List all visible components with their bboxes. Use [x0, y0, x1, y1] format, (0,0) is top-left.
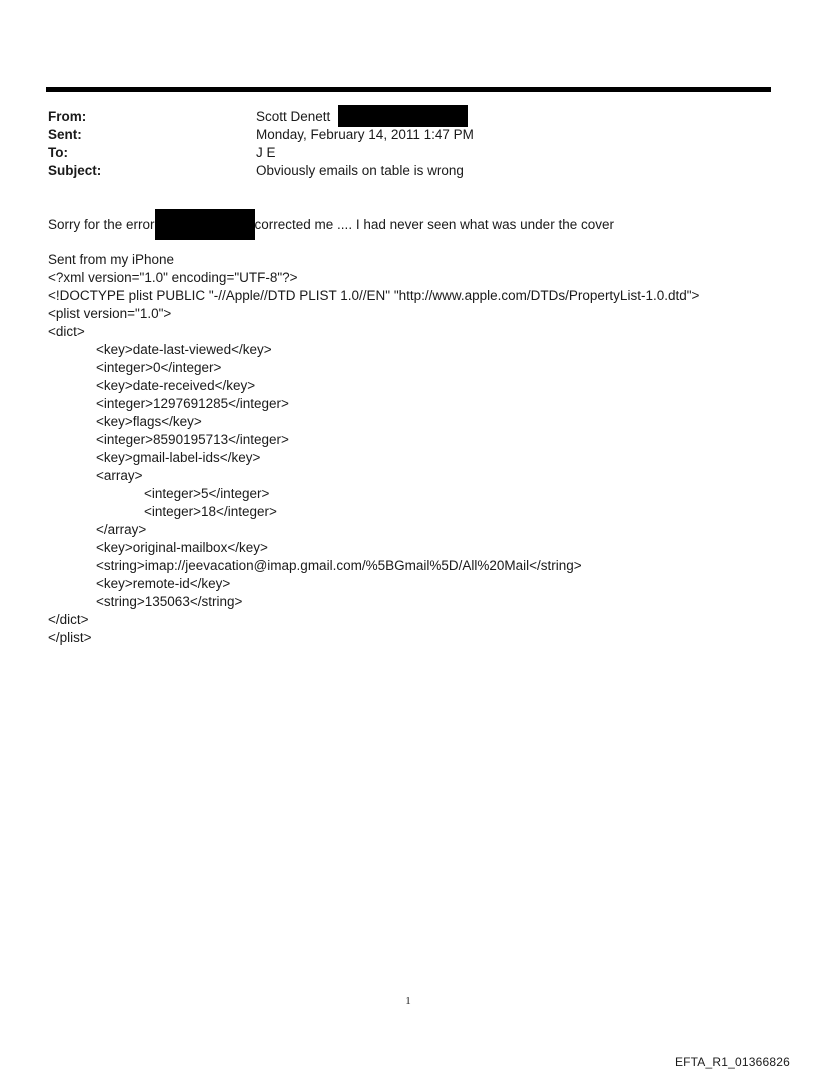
redaction-box [338, 105, 468, 127]
plist-line: <key>remote-id</key> [96, 576, 231, 591]
body-text-part1: Sorry for the error [48, 217, 155, 232]
plist-line: <integer>1297691285</integer> [96, 396, 289, 411]
plist-line: <integer>8590195713</integer> [96, 432, 289, 447]
sent-value: Monday, February 14, 2011 1:47 PM [256, 127, 474, 142]
plist-line: <string>imap://jeevacation@imap.gmail.com/%5BGmail%5D/All%20Mail</string> [96, 558, 582, 573]
plist-line: <array> [96, 468, 143, 483]
plist-line: <?xml version="1.0" encoding="UTF-8"?> [48, 270, 298, 285]
plist-line: </dict> [48, 612, 89, 627]
body-text-part2: corrected me .... I had never seen what was under the cover [254, 217, 614, 232]
plist-line: <plist version="1.0"> [48, 306, 172, 321]
subject-value: Obviously emails on table is wrong [256, 163, 464, 178]
plist-line: <key>date-received</key> [96, 378, 256, 393]
plist-line: <integer>18</integer> [144, 504, 277, 519]
signature: Sent from my iPhone [48, 252, 175, 267]
plist-line: <!DOCTYPE plist PUBLIC "-//Apple//DTD PLIST 1.0//EN" "http://www.apple.com/DTDs/PropertyList-1.0.dtd"> [48, 288, 700, 303]
body-line-1 [48, 216, 614, 240]
subject-label: Subject: [48, 163, 102, 178]
page-number: 1 [405, 995, 411, 1007]
plist-line: <string>135063</string> [96, 594, 243, 609]
plist-line: </plist> [48, 630, 92, 645]
from-value [256, 108, 468, 127]
plist-line: <key>original-mailbox</key> [96, 540, 268, 555]
plist-line: </array> [96, 522, 147, 537]
header-divider [46, 87, 771, 92]
sent-label: Sent: [48, 127, 82, 142]
plist-line: <integer>0</integer> [96, 360, 222, 375]
plist-line: <dict> [48, 324, 85, 339]
redaction-box [155, 209, 255, 240]
from-name: Scott Denett [256, 109, 331, 124]
plist-line: <key>gmail-label-ids</key> [96, 450, 261, 465]
from-label: From: [48, 109, 87, 124]
plist-line: <key>flags</key> [96, 414, 202, 429]
bates-number: EFTA_R1_01366826 [674, 1055, 790, 1069]
to-label: To: [48, 145, 68, 160]
plist-line: <integer>5</integer> [144, 486, 270, 501]
plist-line: <key>date-last-viewed</key> [96, 342, 272, 357]
to-value: J E [256, 145, 276, 160]
